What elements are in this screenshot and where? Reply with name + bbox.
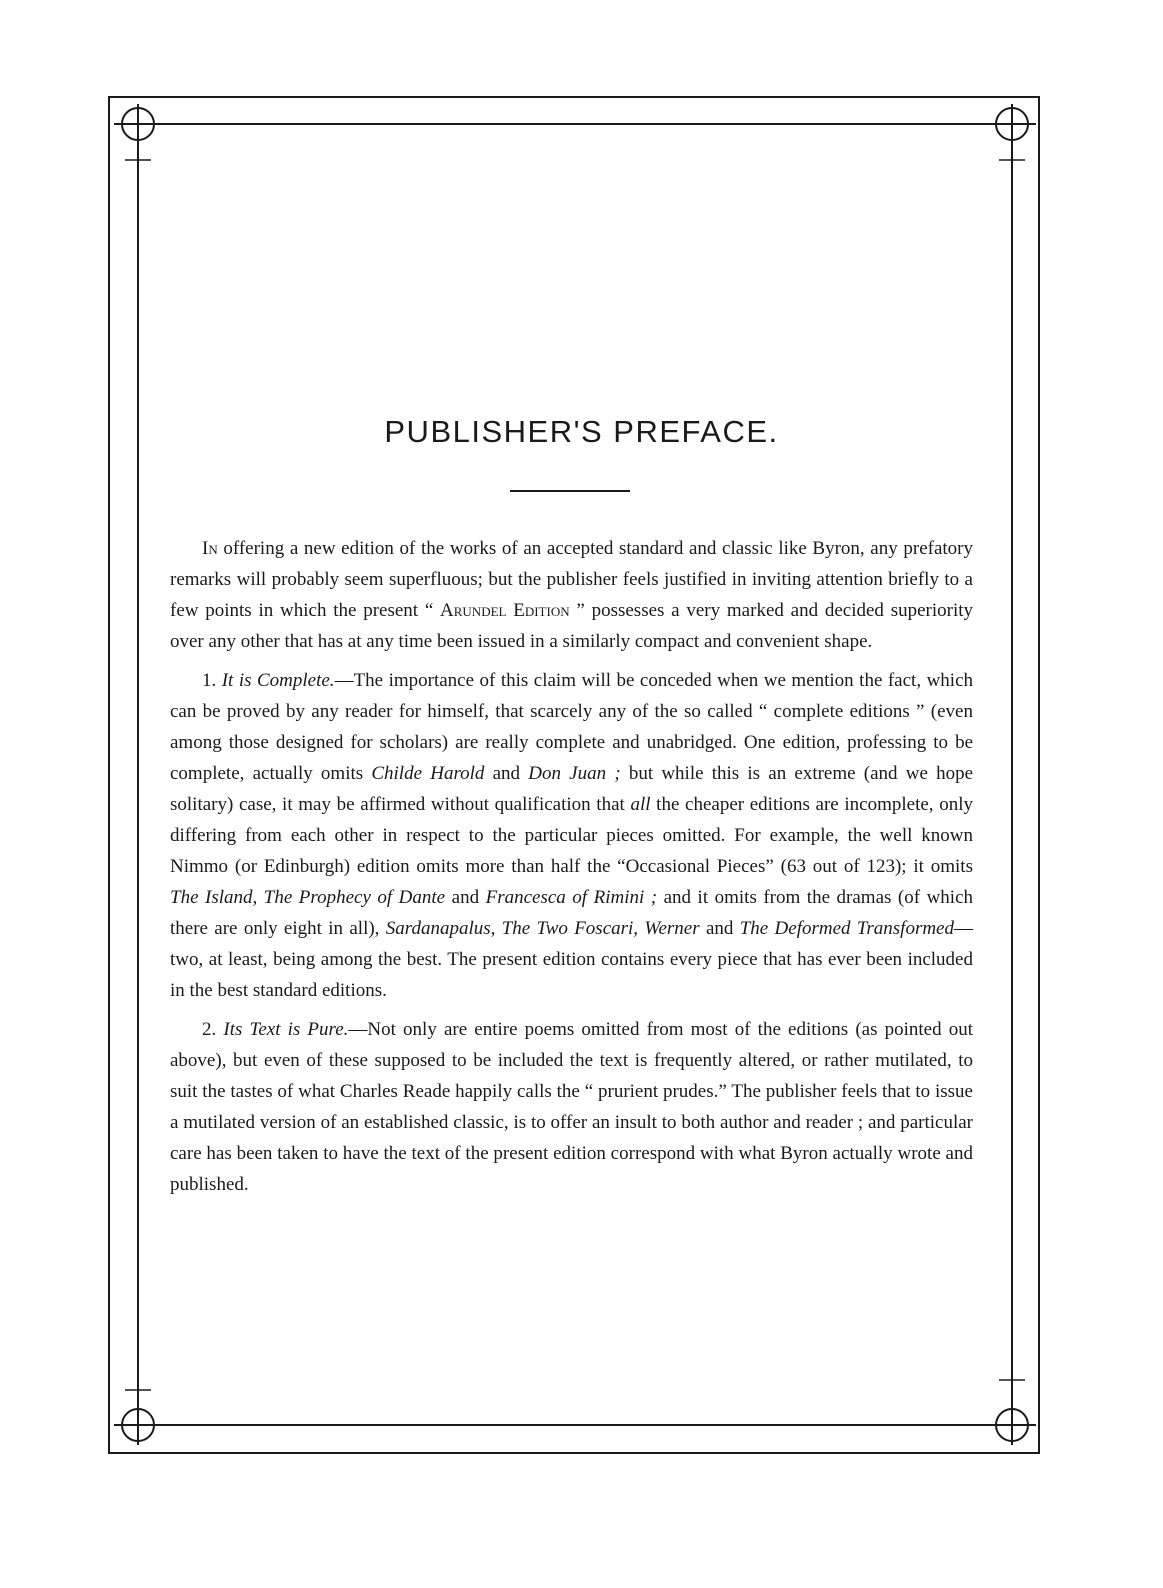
point-1-text-8: —two, at least, being among the best. The present edition contains every piece that has ever been included in the best standard editions. (170, 918, 973, 1001)
point-1-text-5: and (445, 887, 486, 908)
page-title: PUBLISHER'S PREFACE. (384, 414, 779, 449)
point-1-heading: It is Complete. (221, 670, 335, 691)
work-deformed-transformed: The Deformed Transformed (739, 918, 954, 939)
point-1-text-2: and (484, 763, 529, 784)
work-don-juan: Don Juan ; (528, 763, 621, 784)
point-2-text-1: —Not only are entire poems omitted from most of the editions (as pointed out above), but even of these supposed to be included the text is frequently altered, or rather mutilated, to suit the tastes of what Charles Reade happily calls the “ prurient prudes.” The publisher feels that to issue a mutilated version of an established classic, is to offer an insult to both author and reader ; and particular care has been taken to have the text of the present edition correspond with what Byron actually wrote and published. (170, 1019, 974, 1195)
point-1-paragraph (170, 665, 973, 1006)
intro-paragraph (170, 533, 973, 657)
edition-name: Arundel Edition (440, 600, 570, 621)
point-2-number: 2. (202, 1019, 217, 1040)
point-1-number: 1. (202, 670, 217, 691)
point-1-text-3: but while this is an extreme (and we hope solitary) case, it may be affirmed without qualification that (170, 763, 974, 815)
all-emphasis: all (630, 794, 651, 815)
preface-body (170, 533, 973, 1208)
work-childe-harold: Childe Harold (371, 763, 485, 784)
title-rule (510, 490, 630, 492)
point-1-text-6: and it omits from the dramas (of which there are only eight in all), (170, 887, 974, 939)
work-francesca: Francesca of Rimini ; (485, 887, 658, 908)
point-1-text-4: the cheaper editions are incomplete, only differing from each other in respect to the particular pieces omitted. For example, the well known Nimmo (or Edinburgh) edition omits more than half the “Occasional Pieces” (63 out of 123); it omits (170, 794, 973, 877)
point-2-paragraph (170, 1014, 973, 1200)
intro-text-2: ” possesses a very marked and decided superiority over any other that has at any time been issued in a similarly compact and convenient shape. (170, 600, 974, 652)
point-1-text-7: and (699, 918, 740, 939)
work-sardanapalus-foscari-werner: Sardanapalus, The Two Foscari, Werner (385, 918, 700, 939)
intro-lead-word: In (202, 538, 218, 559)
point-1-text-1: —The importance of this claim will be conceded when we mention the fact, which can be proved by any reader for himself, that scarcely any of the so called “ complete editions ” (even among those designed for scholars) are really complete and unabridged. One edition, professing to be complete, actually omits (170, 670, 973, 784)
intro-text-1: offering a new edition of the works of an accepted standard and classic like Byron, any prefatory remarks will probably seem superfluous; but the publisher feels justified in inviting attention briefly to a few points in which the present “ (170, 538, 973, 621)
work-island-prophecy: The Island, The Prophecy of Dante (170, 887, 446, 908)
point-2-heading: Its Text is Pure. (223, 1019, 349, 1040)
